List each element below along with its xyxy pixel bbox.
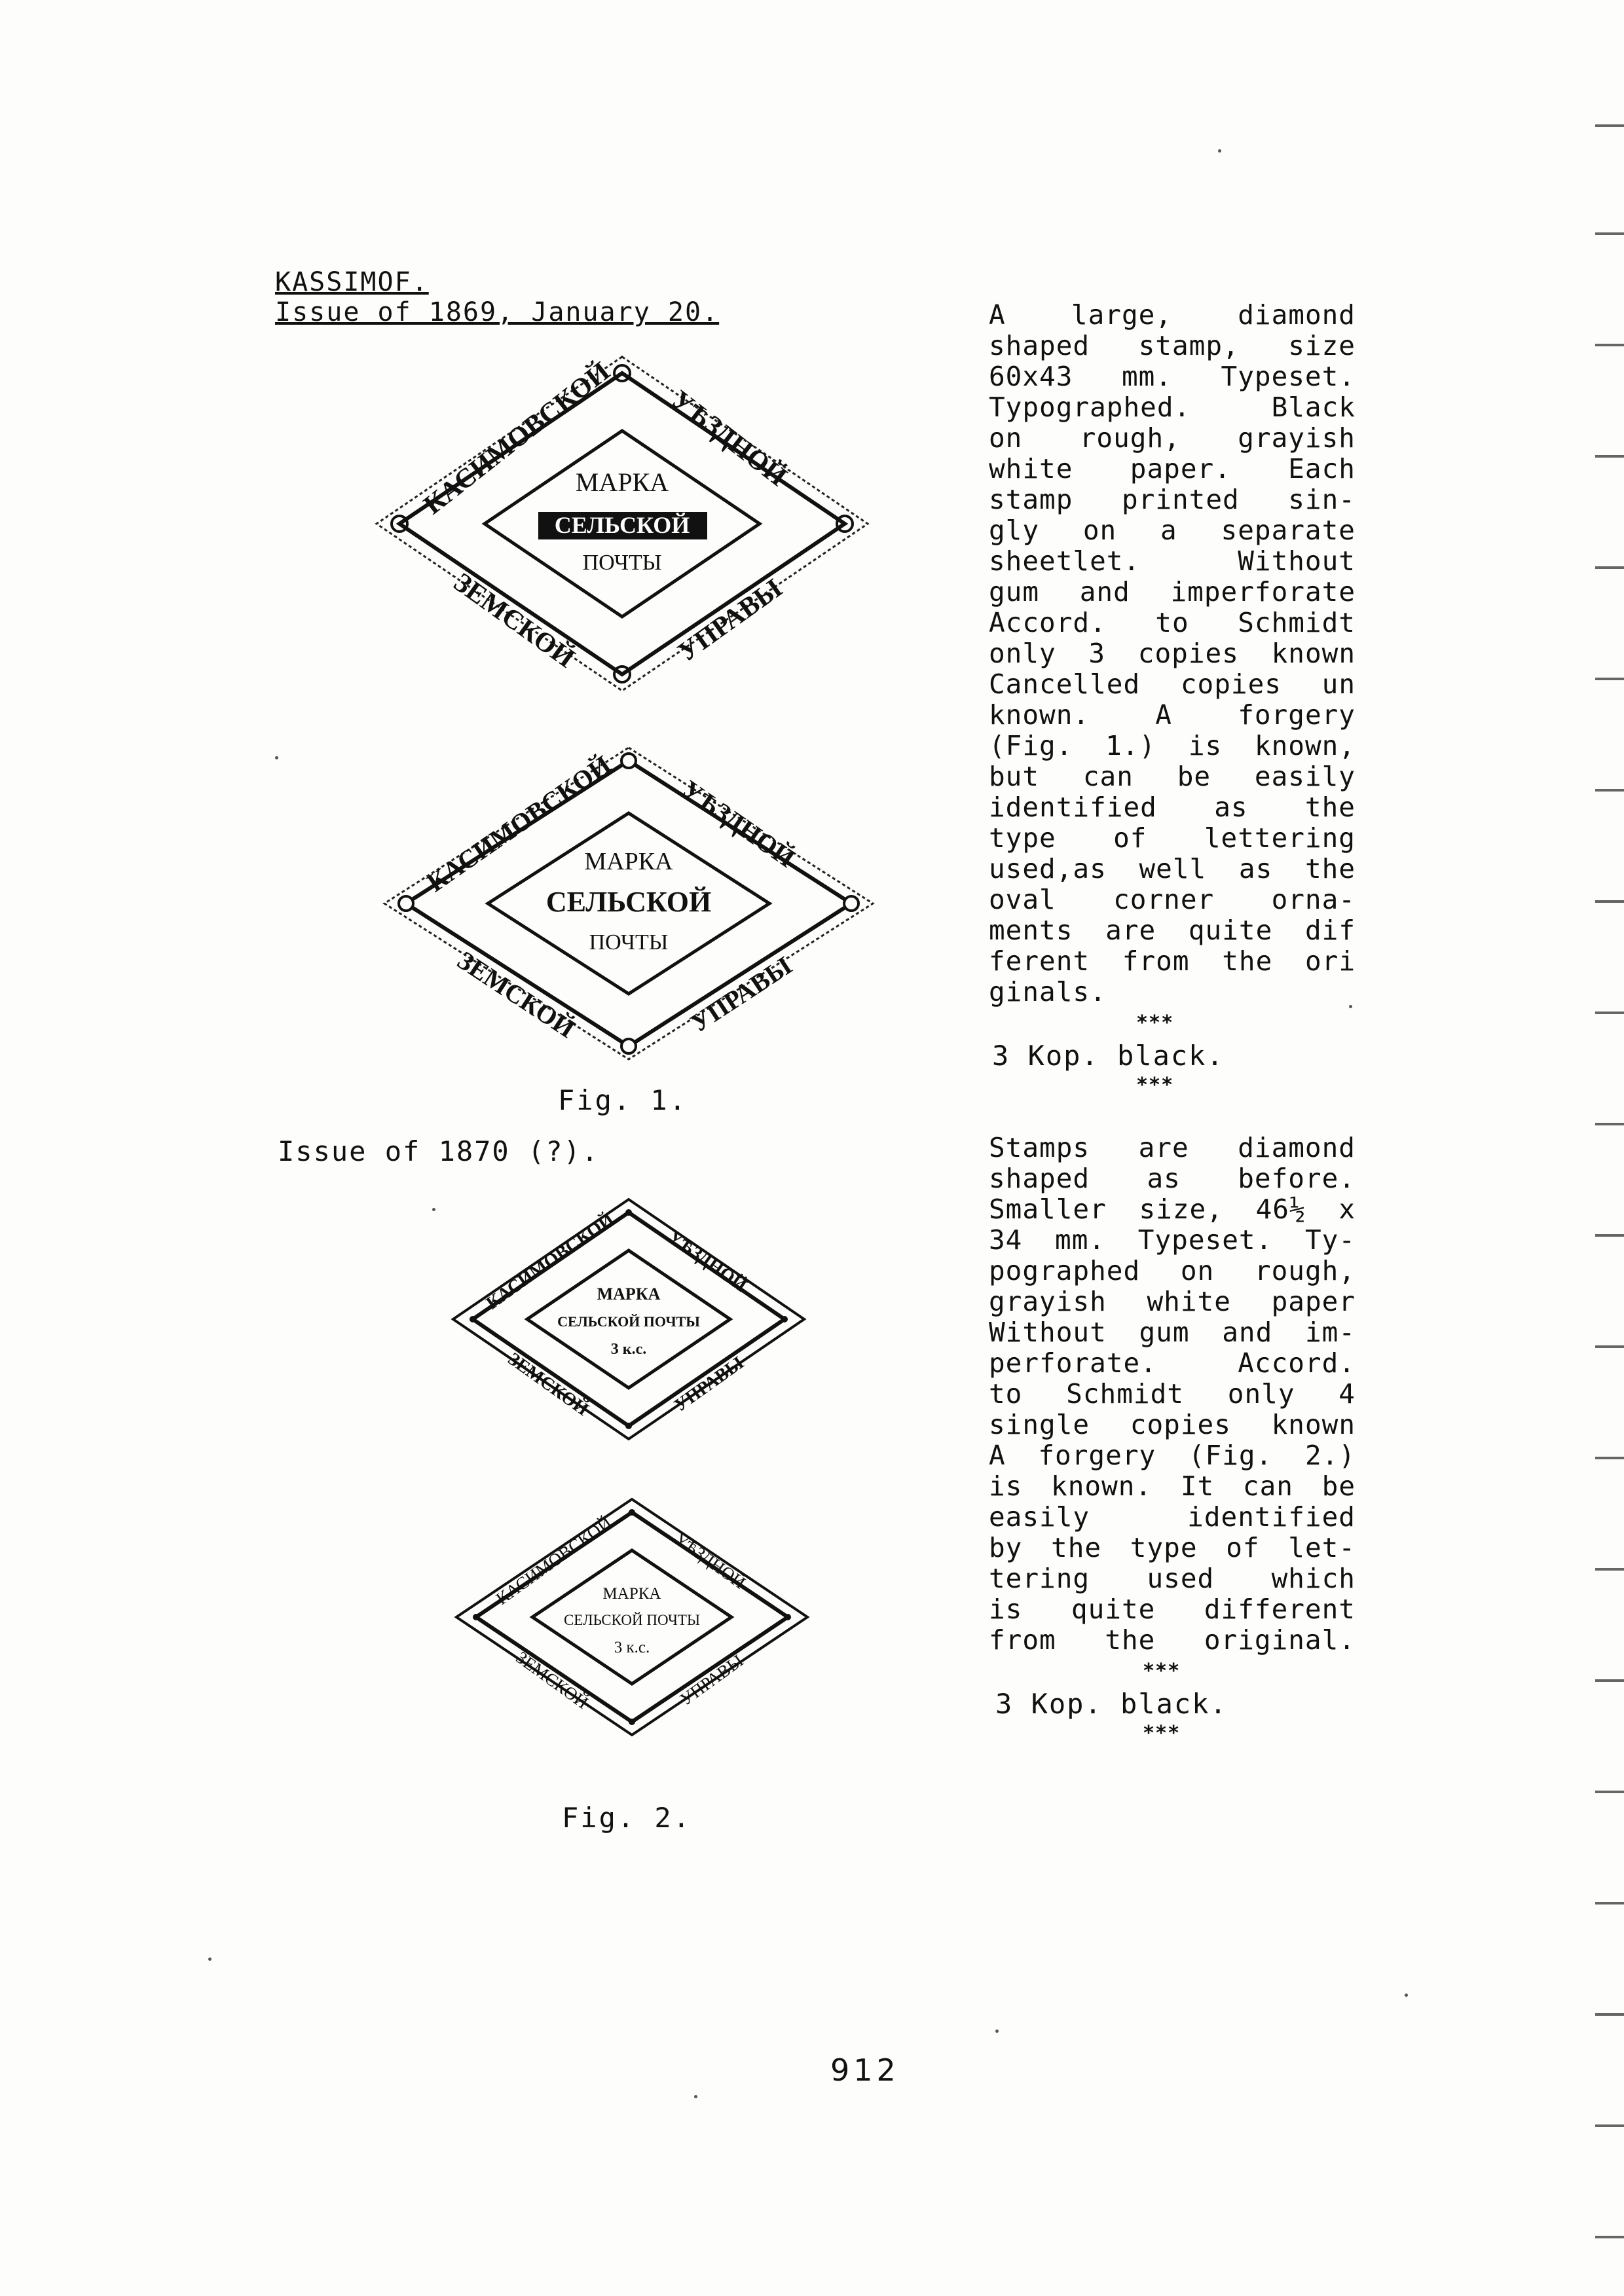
text-line: sheetlet. Without bbox=[989, 545, 1356, 577]
stamp-text-kasimovskoi: КАСИМОВСКОЙ bbox=[418, 356, 616, 521]
stamp-text-kasimovskoi: КАСИМОВСКОЙ bbox=[492, 1512, 616, 1609]
stamp-text-marka: МАРКА bbox=[575, 467, 669, 497]
stamp-text-zemskoi: ЗЕМСКОЙ bbox=[504, 1349, 593, 1420]
text-line: 60x43 mm. Typeset. bbox=[989, 361, 1356, 392]
text-line: pographed on rough, bbox=[989, 1255, 1356, 1286]
svg-text:УѢЗДНОЙ bbox=[676, 774, 800, 873]
price-1869: 3 Kop. black. bbox=[992, 1040, 1225, 1072]
stamp-1869-original bbox=[367, 347, 877, 701]
text-line: single copies known bbox=[989, 1409, 1356, 1440]
figure-1-caption: Fig. 1. bbox=[558, 1084, 688, 1116]
text-line: but can be easily bbox=[989, 761, 1356, 792]
separator-stars: *** bbox=[1143, 1660, 1181, 1683]
stamp-text-selskoi: СЕЛЬСКОЙ bbox=[554, 512, 690, 538]
text-line: tering used which bbox=[989, 1563, 1356, 1594]
stamp-text-value: 3 к.с. bbox=[610, 1341, 647, 1358]
stamp-text-zemskoi: ЗЕМСКОЙ bbox=[452, 945, 581, 1044]
text-line: shaped as before. bbox=[989, 1163, 1356, 1194]
text-line: ments are quite dif bbox=[989, 915, 1356, 946]
stamp-text-upravy: УПРАВЫ bbox=[672, 573, 788, 668]
stamp-1870-original bbox=[445, 1192, 812, 1447]
text-line: Cancelled copies un bbox=[989, 668, 1356, 700]
text-line: from the original. bbox=[989, 1624, 1356, 1656]
text-line: identified as the bbox=[989, 792, 1356, 823]
stamp-text-selskoi-pochty: СЕЛЬСКОЙ ПОЧТЫ bbox=[557, 1313, 700, 1330]
separator-stars: *** bbox=[1136, 1011, 1174, 1034]
stamp-text-uezdnoi: УѢЗДНОЙ bbox=[671, 1528, 750, 1593]
stamp-1869-forgery bbox=[377, 740, 881, 1067]
text-line: to Schmidt only 4 bbox=[989, 1378, 1356, 1410]
svg-text:КАСИМОВСКОЙ bbox=[492, 1512, 616, 1609]
text-line: easily identified bbox=[989, 1501, 1356, 1533]
text-line: A large, diamond bbox=[989, 299, 1356, 331]
text-line: Typographed. Black bbox=[989, 392, 1356, 423]
stamp-text-marka: МАРКА bbox=[597, 1285, 661, 1303]
stamp-text-marka: МАРКА bbox=[602, 1585, 661, 1603]
text-line: perforate. Accord. bbox=[989, 1347, 1356, 1379]
svg-text:УПРАВЫ bbox=[671, 1353, 748, 1416]
stamp-text-value: 3 к.с. bbox=[614, 1639, 650, 1656]
stamp-text-zemskoi: ЗЕМСКОЙ bbox=[512, 1647, 593, 1713]
svg-text:ЗЕМСКОЙ bbox=[504, 1349, 593, 1420]
stamp-text-marka: МАРКА bbox=[584, 848, 673, 875]
svg-text:УПРАВЫ bbox=[676, 1650, 747, 1709]
separator-stars: *** bbox=[1143, 1722, 1181, 1745]
stamp-text-selskoi: СЕЛЬСКОЙ bbox=[545, 886, 712, 918]
text-line: Accord. to Schmidt bbox=[989, 607, 1356, 638]
svg-text:ЗЕМСКОЙ bbox=[452, 945, 581, 1044]
text-line: Smaller size, 46½ x bbox=[989, 1194, 1356, 1225]
stamp-text-kasimovskoi: КАСИМОВСКОЙ bbox=[482, 1209, 618, 1314]
text-line: oval corner orna- bbox=[989, 884, 1356, 915]
stamp-text-upravy: УПРАВЫ bbox=[676, 1650, 747, 1709]
text-line: type of lettering bbox=[989, 822, 1356, 854]
stamp-text-uezdnoi: УѢЗДНОЙ bbox=[664, 1226, 750, 1296]
text-line: used,as well as the bbox=[989, 853, 1356, 884]
issue-1870-title: Issue of 1870 (?). bbox=[278, 1135, 600, 1167]
svg-text:УПРАВЫ bbox=[685, 951, 797, 1038]
stamp-text-kasimovskoi: КАСИМОВСКОЙ bbox=[421, 749, 616, 898]
issue-1869-title: Issue of 1869, January 20. bbox=[275, 297, 720, 327]
stamp-text-pochty: ПОЧТЫ bbox=[589, 930, 669, 955]
page-heading bbox=[275, 267, 719, 327]
text-line: (Fig. 1.) is known, bbox=[989, 730, 1356, 761]
text-line: grayish white paper bbox=[989, 1286, 1356, 1317]
svg-text:УѢЗДНОЙ bbox=[664, 1226, 750, 1296]
separator-stars: *** bbox=[1136, 1074, 1174, 1097]
text-line: A forgery (Fig. 2.) bbox=[989, 1440, 1356, 1471]
stamp-text-selskoi-pochty: СЕЛЬСКОЙ ПОЧТЫ bbox=[563, 1612, 701, 1628]
text-line: known. A forgery bbox=[989, 699, 1356, 731]
text-line: Stamps are diamond bbox=[989, 1132, 1356, 1163]
text-line: gly on a separate bbox=[989, 515, 1356, 546]
text-line: by the type of let- bbox=[989, 1532, 1356, 1563]
price-1870: 3 Kop. black. bbox=[995, 1688, 1228, 1720]
svg-text:ЗЕМСКОЙ bbox=[448, 567, 580, 674]
figure-2-caption: Fig. 2. bbox=[562, 1802, 692, 1834]
text-line: is quite different bbox=[989, 1594, 1356, 1625]
text-line: is known. It can be bbox=[989, 1470, 1356, 1502]
text-line: white paper. Each bbox=[989, 453, 1356, 484]
text-line: only 3 copies known bbox=[989, 638, 1356, 669]
text-line: ferent from the ori bbox=[989, 945, 1356, 977]
text-line: Without gum and im- bbox=[989, 1317, 1356, 1348]
description-1870 bbox=[989, 1133, 1356, 1656]
svg-text:УѢЗДНОЙ bbox=[665, 384, 792, 492]
text-line: ginals. bbox=[989, 976, 1107, 1008]
stamp-text-pochty: ПОЧТЫ bbox=[582, 551, 662, 575]
svg-text:УПРАВЫ bbox=[673, 574, 788, 668]
text-line: shaped stamp, size bbox=[989, 330, 1356, 361]
svg-text:ЗЕМСКОЙ bbox=[513, 1647, 593, 1713]
text-line: 34 mm. Typeset. Ty- bbox=[989, 1224, 1356, 1256]
page-number: 912 bbox=[830, 2052, 900, 2088]
stamp-text-upravy: УПРАВЫ bbox=[685, 950, 797, 1038]
stamp-text-uezdnoi: УѢЗДНОЙ bbox=[665, 384, 792, 492]
text-line: on rough, grayish bbox=[989, 422, 1356, 454]
stamp-1870-forgery bbox=[449, 1493, 815, 1741]
description-1869 bbox=[989, 300, 1356, 1008]
stamp-text-uezdnoi: УѢЗДНОЙ bbox=[676, 774, 801, 873]
stamp-text-zemskoi: ЗЕМСКОЙ bbox=[448, 567, 580, 674]
stamp-text-upravy: УПРАВЫ bbox=[671, 1353, 748, 1416]
text-line: gum and imperforate bbox=[989, 576, 1356, 608]
text-line: stamp printed sin- bbox=[989, 484, 1356, 515]
place-title: KASSIMOF. bbox=[275, 267, 429, 297]
